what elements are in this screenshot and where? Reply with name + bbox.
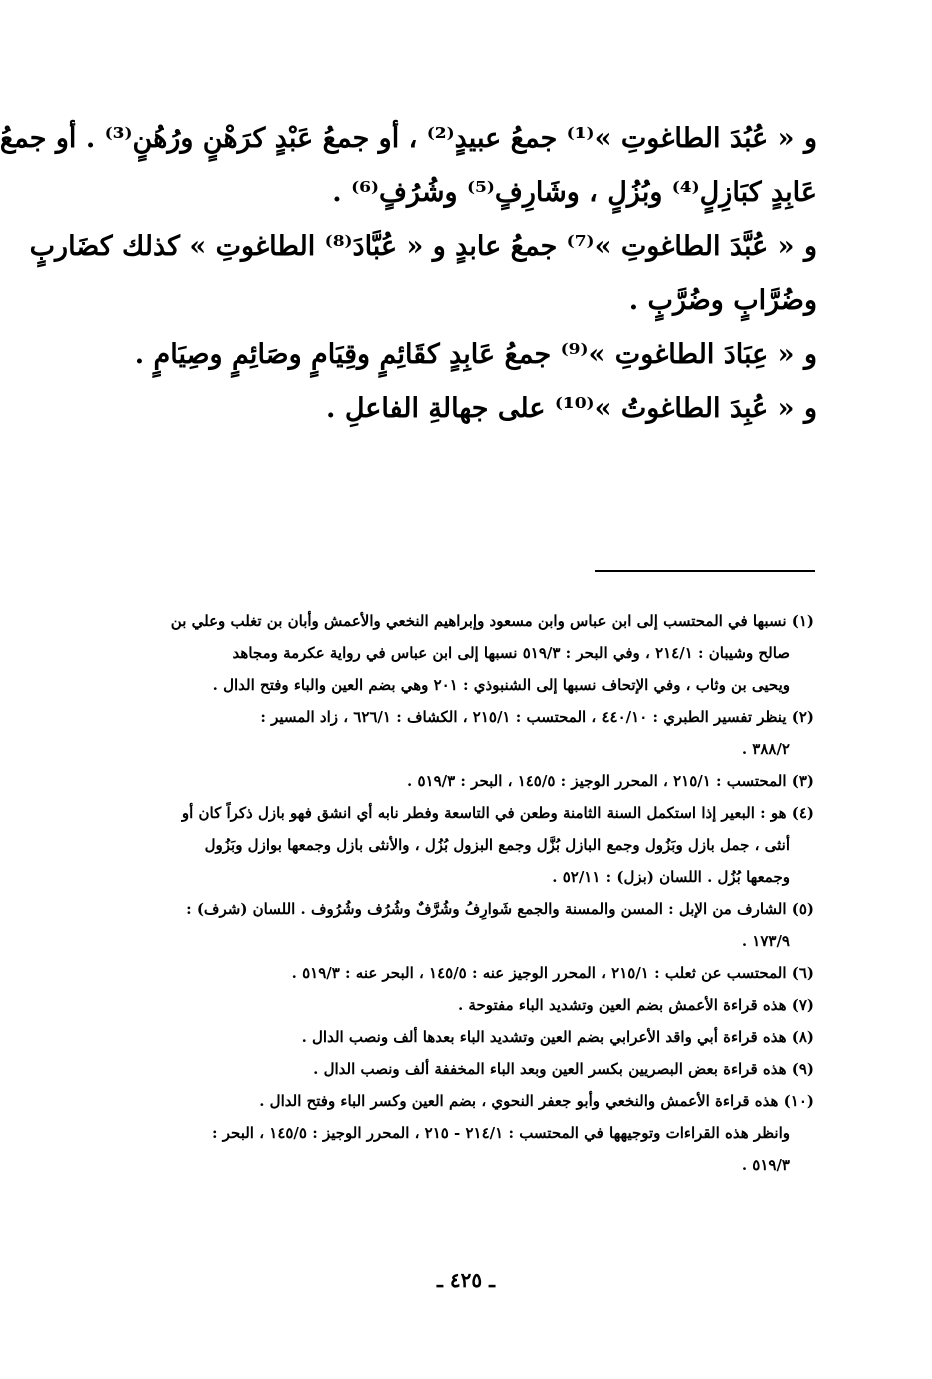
main-line: و « عُبِدَ الطاغوتُ »⁽¹⁰⁾ على جهالةِ الفاعلِ . <box>326 393 817 424</box>
footnote-6 <box>114 957 814 989</box>
footnote-line: (٧) هذه قراءة الأعمش بضم العين وتشديد الباء مفتوحة . <box>457 996 814 1014</box>
footnote-line: ١٧٣/٩ . <box>741 932 790 950</box>
footnote-line: (٣) المحتسب : ٢١٥/١ ، المحرر الوجيز : ١٤٥/٥ ، البحر : ٥١٩/٣ . <box>407 772 814 790</box>
footnote-line: ٣٨٨/٢ . <box>741 740 790 758</box>
footnote-line: (١٠) هذه قراءة الأعمش والنخعي وأبو جعفر النحوي ، بضم العين وكسر الباء وفتح الدال . <box>259 1092 814 1110</box>
main-text <box>0 112 817 436</box>
footnote-line: (٨) هذه قراءة أبي واقد الأعرابي بضم العين وتشديد الباء بعدها ألف ونصب الدال . <box>301 1028 814 1046</box>
page-number: ـ ٤٢٥ ـ <box>437 1268 495 1292</box>
main-line: عَابِدٍ كبَازِلٍ⁽⁴⁾ وبُزُلٍ ، وشَارِفٍ⁽⁵⁾ وشُرُفٍ⁽⁶⁾ . <box>332 177 817 208</box>
footnote-4 <box>114 797 814 893</box>
footnote-line: (١) نسبها في المحتسب إلى ابن عباس وابن مسعود وإبراهيم النخعي والأعمش وأبان بن تغلب وعلي بن <box>170 612 814 630</box>
footnote-10 <box>114 1085 814 1181</box>
footnote-line: (٩) هذه قراءة بعض البصريين بكسر العين وبعد الباء المخففة ألف ونصب الدال . <box>313 1060 814 1078</box>
footnote-7 <box>114 989 814 1021</box>
footnote-9 <box>114 1053 814 1085</box>
footnote-line: (٤) هو : البعير إذا استكمل السنة الثامنة وطعن في التاسعة وفطر نابه أي انشق فهو بازل ذكراً كان أو <box>181 804 814 822</box>
footnote-line: ويحيى بن وثاب ، وفي الإتحاف نسبها إلى الشنبوذي : ٢٠١ وهي بضم العين والباء وفتح الدال . <box>212 676 790 694</box>
main-line: و « عُبُدَ الطاغوتِ »⁽¹⁾ جمعُ عبيدٍ⁽²⁾ ، أو جمعُ عَبْدٍ كرَهْنٍ ورُهُنٍ⁽³⁾ . أو جمعُ <box>0 123 817 154</box>
main-line: و « عِبَادَ الطاغوتِ »⁽⁹⁾ جمعُ عَابِدٍ كقَائِمٍ وقِيَامٍ وصَائِمٍ وصِيَامٍ . <box>134 339 817 370</box>
footnote-line: أنثى ، جمل بازل وبَزُول وجمع البازل بُزَّل وجمع البزول بُزُل ، والأنثى بازل وجمعها بوازل وبَزُول <box>204 836 790 854</box>
footnote-1 <box>114 605 814 701</box>
footnote-line: (٢) ينظر تفسير الطبري : ٤٤٠/١٠ ، المحتسب : ٢١٥/١ ، الكشاف : ٦٢٦/١ ، زاد المسير : <box>260 708 814 726</box>
main-line: وضُرَّابٍ وضُرَّبٍ . <box>628 285 817 316</box>
footnote-8 <box>114 1021 814 1053</box>
footnote-line: وجمعها بُزُل . اللسان (بزل) : ٥٢/١١ . <box>552 868 790 886</box>
footnote-2 <box>114 701 814 765</box>
footnote-separator <box>595 570 815 572</box>
footnote-line: (٦) المحتسب عن ثعلب : ٢١٥/١ ، المحرر الوجيز عنه : ١٤٥/٥ ، البحر عنه : ٥١٩/٣ . <box>291 964 814 982</box>
footnote-5 <box>114 893 814 957</box>
footnote-3 <box>114 765 814 797</box>
footnotes <box>114 605 814 1181</box>
footnote-line: وانظر هذه القراءات وتوجيهها في المحتسب : ٢١٤/١ - ٢١٥ ، المحرر الوجيز : ١٤٥/٥ ، البحر : <box>211 1124 790 1142</box>
main-line: و « عُبَّدَ الطاغوتِ »⁽⁷⁾ جمعُ عابدٍ و « عُبَّادَ⁽⁸⁾ الطاغوتِ » كذلك كضَاربٍ <box>29 231 817 262</box>
footnote-line: ٥١٩/٣ . <box>741 1156 790 1174</box>
footnote-line: صالح وشيبان : ٢١٤/١ ، وفي البحر : ٥١٩/٣ نسبها إلى ابن عباس في رواية عكرمة ومجاهد <box>232 644 790 662</box>
footnote-line: (٥) الشارف من الإبل : المسن والمسنة والجمع شَوارِفُ وشُرَّفٌ وشُرُف وشُرُوف . اللسان (شرف) : <box>186 900 814 918</box>
